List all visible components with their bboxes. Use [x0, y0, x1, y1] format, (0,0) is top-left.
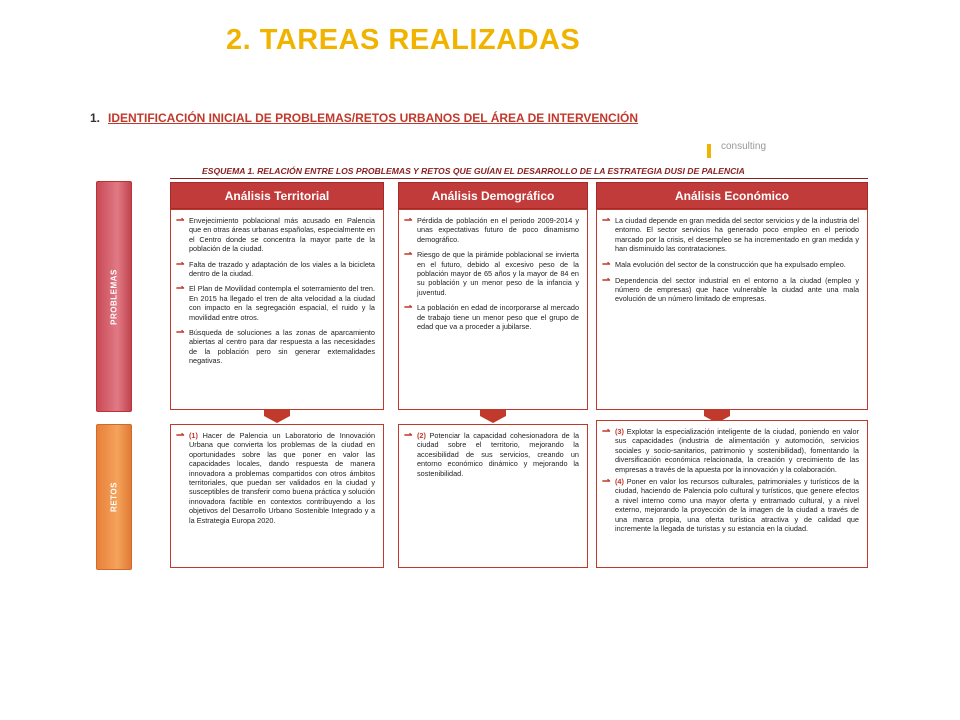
- side-label-retos-text: RETOS: [109, 482, 119, 512]
- problem-item: ⇀ Pérdida de población en el periodo 2009-2014 y unas expectativas futuro de poco dinamismo demográfico.: [404, 215, 579, 244]
- down-arrow-icon: [264, 409, 290, 423]
- retos-box-economico: [596, 420, 868, 568]
- problem-item: ⇀ El Plan de Movilidad contempla el soterramiento del tren. En 2015 ha llegado el tren de alta velocidad a la ciudad con impacto en la segregación espacial, el ruido y la movilidad entre otros.: [176, 283, 375, 322]
- subtitle-number: 1.: [90, 111, 101, 125]
- bullet-arrow-icon: ⇀: [176, 283, 185, 295]
- reto-item: ⇀ (2) Potenciar la capacidad cohesionadora de la ciudad sobre el territorio, mejorando la accesibilidad de sus servicios, creando un entorno económico dinámico y mejorando la sostenibilidad.: [404, 430, 579, 478]
- bullet-arrow-icon: ⇀: [602, 258, 611, 270]
- problem-item: ⇀ Búsqueda de soluciones a las zonas de aparcamiento abiertas al centro para dar respuesta a las necesidades de la población pero sin generar externalidades negativas.: [176, 327, 375, 366]
- bullet-arrow-icon: ⇀: [176, 430, 185, 441]
- bullet-arrow-icon: ⇀: [176, 215, 185, 226]
- side-label-retos: [96, 424, 132, 570]
- page-title: 2. TAREAS REALIZADAS: [226, 24, 581, 56]
- logo-bar-icon: [707, 144, 711, 158]
- reto-item: ⇀ (1) Hacer de Palencia un Laboratorio de Innovación Urbana que convierta los problemas de la ciudad en oportunidades sobre las que poner en valor las capacidades locales, dando respuesta de manera innovadora a problemas compartidos con otros ámbitos territoriales, que puedan ser validados en la ciudad y susceptibles de transferir como buena práctica y solución innovadora factible en contextos contribuyendo a los objetivos del Desarrollo Urbano Sostenible Integrado y a la Estrategia Europa 2020.: [176, 430, 375, 525]
- subtitle-text: IDENTIFICACIÓN INICIAL DE PROBLEMAS/RETOS URBANOS DEL ÁREA DE INTERVENCIÓN: [108, 111, 639, 125]
- problem-item: ⇀ La población en edad de incorporarse al mercado de trabajo tiene un menor peso que el grupo de edad que va a proceder a jubilarse.: [404, 302, 579, 332]
- side-label-problemas: [96, 181, 132, 412]
- retos-box-demografico: [398, 424, 588, 568]
- down-arrow-icon: [480, 409, 506, 423]
- bullet-arrow-icon: ⇀: [176, 258, 185, 270]
- retos-box-territorial: [170, 424, 384, 568]
- side-label-problemas-text: PROBLEMAS: [109, 268, 119, 325]
- problem-item: ⇀ Falta de trazado y adaptación de los viales a la bicicleta dentro de la ciudad.: [176, 258, 375, 279]
- header-demografico: Análisis Demográfico: [398, 182, 588, 209]
- bullet-arrow-icon: ⇀: [602, 215, 611, 226]
- scheme-divider: [170, 178, 868, 179]
- scheme-title: ESQUEMA 1. RELACIÓN ENTRE LOS PROBLEMAS Y RETOS QUE GUÍAN EL DESARROLLO DE LA ESTRATEGIA DUSI DE PALENCIA: [202, 166, 745, 176]
- header-territorial: Análisis Territorial: [170, 182, 384, 209]
- reto-item: ⇀ (3) Explotar la especialización inteligente de la ciudad, poniendo en valor sus capacidades (industria de alimentación y automoción, servicios sociales y socio-sanitarios, patrimonio y sostenibilidad), fomentando la diversificación económica relacionada, la creación y crecimiento de las empresas a través de la apuesta por la innovación y la colaboración.: [602, 426, 859, 474]
- bullet-arrow-icon: ⇀: [176, 327, 185, 339]
- bullet-arrow-icon: ⇀: [404, 302, 413, 314]
- problem-item: ⇀ Riesgo de que la pirámide poblacional se invierta en el futuro, debido al excesivo peso de la población mayor de 65 años y la mayor de 84 en su población y un menor peso de la infancia y juventud.: [404, 249, 579, 297]
- problem-item: ⇀ Dependencia del sector industrial en el entorno a la ciudad (empleo y número de empresas) que hace vulnerable la ciudad ante una mala evolución de un número limitado de empresas.: [602, 274, 859, 304]
- problems-box-territorial: [170, 209, 384, 410]
- reto-item: ⇀ (4) Poner en valor los recursos culturales, patrimoniales y turísticos de la ciudad, haciendo de Palencia polo cultural y turísticos, que genere efectos a nivel interno como una mayor oferta y entramado cultural, y a nivel externo, mejorando la proyección de la imagen de la ciudad a través de una marca propia, una oferta turística atractiva y de calidad que incremente la llegada de turistas y su estancia en la ciudad.: [602, 476, 859, 534]
- problem-item: ⇀ La ciudad depende en gran medida del sector servicios y de la industria del entorno. El sector servicios ha generado poco empleo en el periodo marcado por la crisis, el desempleo se ha incrementado en gran medida y han disminuido las contrataciones.: [602, 215, 859, 254]
- problem-item: ⇀ Envejecimiento poblacional más acusado en Palencia que en otras áreas urbanas españolas, especialmente en el Centro donde se concentra la mayor parte de la población de la ciudad.: [176, 215, 375, 254]
- consulting-logo: [707, 141, 827, 159]
- header-economico: Análisis Económico: [596, 182, 868, 209]
- problem-item: ⇀ Mala evolución del sector de la construcción que ha expulsado empleo.: [602, 258, 846, 270]
- bullet-arrow-icon: ⇀: [602, 476, 611, 488]
- bullet-arrow-icon: ⇀: [404, 430, 413, 441]
- bullet-arrow-icon: ⇀: [404, 215, 413, 226]
- problems-box-economico: [596, 209, 868, 410]
- bullet-arrow-icon: ⇀: [404, 249, 413, 261]
- problems-box-demografico: [398, 209, 588, 410]
- section-subtitle: [90, 111, 638, 125]
- logo-text: consulting: [721, 141, 767, 152]
- bullet-arrow-icon: ⇀: [602, 426, 611, 437]
- bullet-arrow-icon: ⇀: [602, 274, 611, 286]
